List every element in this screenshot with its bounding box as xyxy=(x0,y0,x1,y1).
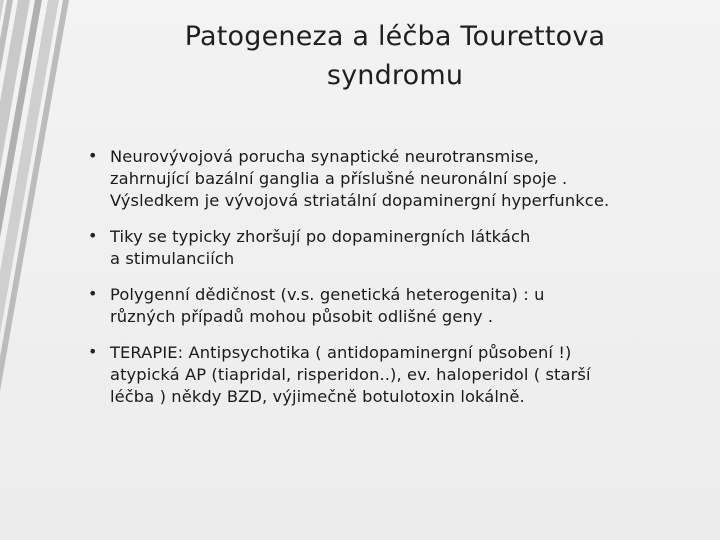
bullet-line: léčba ) někdy BZD, výjimečně botulotoxin lokálně. xyxy=(110,387,525,406)
bullet-line: Neurovývojová porucha synaptické neurotransmise, xyxy=(110,147,539,166)
bullet-text xyxy=(110,284,708,328)
bullet-text xyxy=(110,226,708,270)
bullet-dot-icon: • xyxy=(88,146,98,165)
bullet-line: a stimulanciích xyxy=(110,249,235,268)
bullet-text xyxy=(110,342,708,408)
bullet-item xyxy=(88,226,708,270)
bullet-text xyxy=(110,146,708,212)
slide-title xyxy=(95,18,695,96)
bullet-item xyxy=(88,284,708,328)
bullet-dot-icon: • xyxy=(88,226,98,245)
slide-title-line: Patogeneza a léčba Tourettova xyxy=(184,21,606,52)
bullet-line: atypická AP (tiapridal, risperidon..), ev. haloperidol ( starší xyxy=(110,365,591,384)
bullet-line: TERAPIE: Antipsychotika ( antidopaminergní působení !) xyxy=(110,343,572,362)
bullet-line: zahrnující bazální ganglia a příslušné neuronální spoje . xyxy=(110,169,568,188)
bullet-dot-icon: • xyxy=(88,342,98,361)
bullet-line: Tiky se typicky zhoršují po dopaminergních látkách xyxy=(110,227,531,246)
bullet-dot-icon: • xyxy=(88,284,98,303)
bullet-line: různých případů mohou působit odlišné geny . xyxy=(110,307,494,326)
decorative-stripes xyxy=(0,0,80,540)
bullet-line: Polygenní dědičnost (v.s. genetická heterogenita) : u xyxy=(110,285,545,304)
bullet-item xyxy=(88,146,708,212)
bullet-line: Výsledkem je vývojová striatální dopaminergní hyperfunkce. xyxy=(110,191,610,210)
slide-body xyxy=(88,146,708,422)
bullet-list xyxy=(88,146,708,408)
bullet-item xyxy=(88,342,708,408)
slide-title-line: syndromu xyxy=(326,59,464,91)
